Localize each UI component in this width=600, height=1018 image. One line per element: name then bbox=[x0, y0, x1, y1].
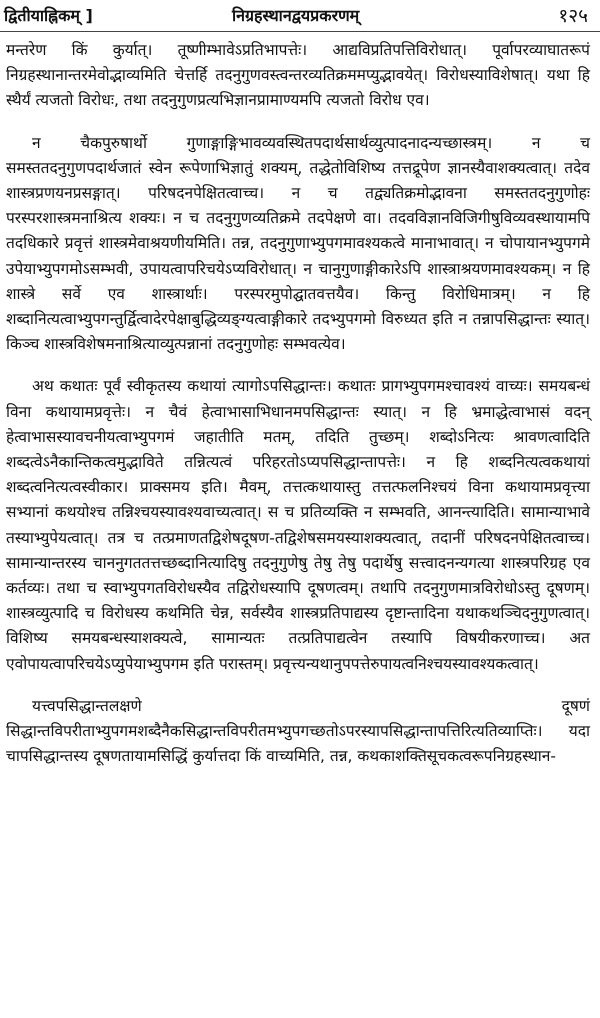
paragraph: मन्तरेण किं कुर्यात्। तूष्णीम्भावेऽप्रतिभापत्तेः। आद्यविप्रतिपत्तिविरोधात्। पूर्वापरव्याघातरूपं निग्रहस्थानान्तरमेवोद्भाव्यमिति चेत्तर्हि तदनुगुणवस्त्वन्तरव्यतिक्रममप्युद्भावयेत्। विरोधस्याविशेषात्। यथा हि स्थैर्यं त्यजतो विरोधः, तथा तदनुगुणप्रत्यभिज्ञानप्रामाण्यमपि त्यजतो विरोध एव। bbox=[6, 41, 590, 110]
paragraph: अथ कथातः पूर्वं स्वीकृतस्य कथायां त्यागोऽपसिद्धान्तः। कथातः प्रागभ्युपगमश्चावश्यं वाच्यः। समयबन्धं विना कथायामप्रवृत्तेः। न चैवं हेत्वाभासाभिधानमपसिद्धान्तः स्यात्। न हि भ्रमाद्धेत्वाभासं वदन् हेत्वाभासस्यावचनीयत्वाभ्युपगमं जहातीति मतम्, तदिति तुच्छम्। शब्दोऽनित्यः श्रावणत्वादिति शब्दत्वेऽनैकान्तिकत्वमुद्भाविते तन्नित्यत्वं परिहरतोऽप्यपसिद्धान्तापत्तेः। न हि शब्दनित्यत्वकथायां शब्दत्वनित्यत्वस्वीकार। प्राक्समय इति। मैवम्, तत्तत्कथायास्तु तत्तत्फलनिश्चयं विना कथायामप्रवृत्त्या सभ्यानां कथयोश्च तन्निश्चयस्यावश्यवाच्यत्वात्। स च प्रतिव्यक्ति न सम्भवति, आनन्त्यादिति। सामान्याभावे तस्याभ्युपेयत्वात्। तत्र च तत्प्रमाणतद्विशेषदूषण-तद्विशेषसमयस्याशक्यत्वात्, तदानीं परिषदनपेक्षितत्वाच्च। सामान्यान्तरस्य चाननुगततत्तच्छब्दानित्यादिषु तदनुगुणेषु तेषु तेषु पदार्थेषु सत्त्वादनन्यगत्या शास्त्रपरिग्रह एव कर्तव्यः। तथा च स्वाभ्युपगतविरोधस्यैव तद्विरोधस्यापि दूषणत्वम्। तथापि तदनुगुणमात्रविरोधोऽस्तु दूषणम्। शास्त्रव्युत्पादि च विरोधस्य कथमिति चेन्न, सर्वस्यैव शास्त्रप्रतिपाद्यस्य दृष्टान्तादिना यथाकथञ्चिदनुगुणत्वात्। विशिष्य समयबन्धस्याशक्यत्वे, सामान्यतः तत्प्रतिपाद्यत्वेन तस्यापि विषयीकरणाच्च। अत एवोपायत्वापरिचयेऽप्युपेयाभ्युपगम इति परास्तम्। प्रवृत्त्यन्यथानुपपत्तेरुपायत्वनिश्चयस्यावश्यकत्वात्। bbox=[6, 377, 590, 673]
page-number: १२५ bbox=[558, 5, 588, 27]
header-divider bbox=[0, 31, 600, 32]
header-chapter: द्वितीयाह्निकम् ] bbox=[4, 6, 93, 25]
running-header bbox=[2, 2, 590, 32]
paragraph: यत्त्वपसिद्धान्तलक्षणे दूषणं सिद्धान्तविपरीताभ्युपगमशब्दैनैकसिद्धान्तविपरीतमभ्युपगच्छतोऽपरस्यापसिद्धान्तापत्तिरित्यतिव्याप्तिः। यदा चापसिद्धान्तस्य दूषणतायामसिद्धिं कुर्यात्तदा किं वाच्यमिति, तन्न, कथकाशक्तिसूचकत्वरूपनिग्रहस्थान- bbox=[6, 696, 590, 766]
page-body bbox=[6, 38, 590, 786]
paragraph: न चैकपुरुषार्थो गुणाङ्गाङ्गिभावव्यवस्थितपदार्थसार्थव्युत्पादनादन्यच्छास्त्रम्। न च समस्ततदनुगुणपदार्थजातं स्वेन रूपेणाभिज्ञातुं शक्यम्, तद्धेतोविशिष्य तत्तद्रूपेण ज्ञानस्यैवाशक्यत्वात्। तदेव शास्त्रप्रणयनप्रसङ्गात्। परिषदनपेक्षितत्वाच्च। न च तद्व्यतिक्रमोद्भावना समस्ततदनुगुणोहः परस्परशास्त्रमनाश्रित्य शक्यः। न च तदनुगुणव्यतिक्रमे तदपेक्षणे वा। तदवविज्ञानविजिगीषुविव्यवस्थायामपि तदधिकारे प्रवृत्तं शास्त्रमेवाश्रयणीयमिति। तन्न, तदनुगुणाभ्युपगमावश्यकत्वे मानाभावात्। न चोपायानभ्युपगमे उपेयाभ्युपगमोऽसम्भवी, उपायत्वापरिचयेऽप्यविरोधात्। न चानुगुणाङ्गीकारेऽपि शास्त्राश्रयणमावश्यकम्। न हि शास्त्रे सर्वे एव शास्त्रार्थाः। परस्परमुपोद्घातवत्तयैव। किन्तु विरोधिमात्रम्। न हि शब्दानित्यत्वाभ्युपगन्तुर्द्वित्वादेरपेक्षाबुद्धिव्यङ्ग्यत्वाङ्गीकारे तदभ्युपगमो विरुध्यत इति न तन्नापसिद्धान्तः स्यात्। किञ्च शास्त्रविशेषमनाश्रित्याव्युत्पन्नानां तदनुगुणोहः सम्भवत्येव। bbox=[6, 133, 590, 354]
header-section-title: निग्रहस्थानद्वयप्रकरणम् bbox=[232, 6, 360, 25]
